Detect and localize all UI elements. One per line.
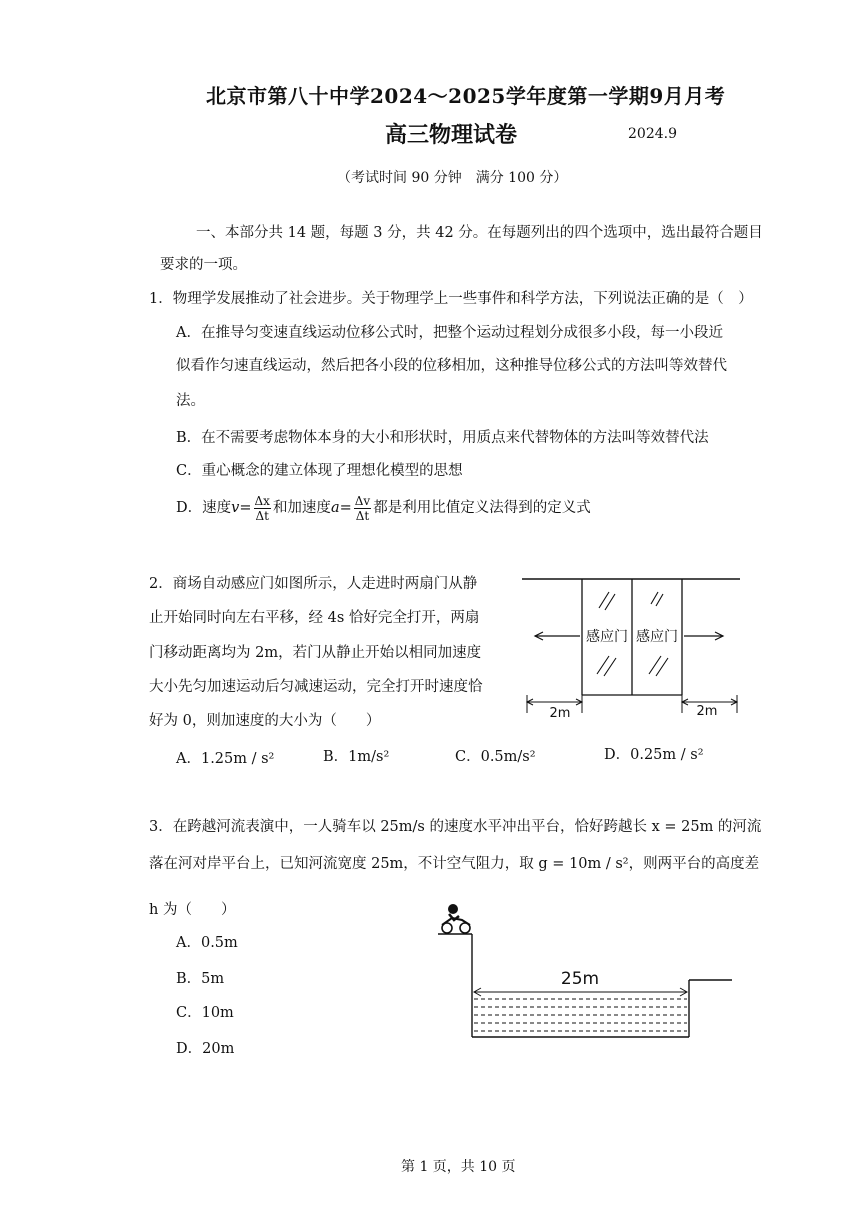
velocity-fraction	[254, 494, 271, 523]
q2-option-d: D．0.25m / s²	[604, 747, 704, 763]
acceleration-numerator: Δv	[354, 494, 371, 508]
q2-option-c: C．0.5m/s²	[455, 749, 536, 765]
river-width-label: 25m	[560, 969, 600, 989]
q2-option-a: A．1.25m / s²	[176, 751, 275, 767]
exam-date: 2024.9	[628, 126, 677, 142]
q1-option-a-line2: 似看作匀速直线运动，然后把各小段的位移相加，这种推导位移公式的方法叫等效替代	[176, 358, 727, 374]
velocity-numerator: Δx	[254, 494, 270, 508]
q3-line3: h 为（ ）	[149, 902, 236, 918]
q3-option-d: D．20m	[176, 1041, 235, 1057]
acceleration-denominator: Δt	[355, 509, 370, 523]
right-door-label: 感应门	[636, 629, 678, 645]
q1-stem: 1．物理学发展推动了社会进步。关于物理学上一些事件和科学方法，下列说法正确的是（ ）	[149, 291, 753, 307]
exam-title: 北京市第八十中学2024～2025学年度第一学期9月月考	[206, 84, 726, 108]
q2-option-b: B．1m/s²	[323, 749, 390, 765]
right-dimension-label: 2m	[696, 704, 718, 719]
q3-line2: 落在河对岸平台上，已知河流宽度 25m，不计空气阻力，取 g = 10m / s²，则两平台的高度差	[149, 856, 760, 872]
page-number: 第 1 页，共 10 页	[401, 1159, 516, 1175]
q3-option-c: C．10m	[176, 1005, 234, 1021]
q3-option-b: B．5m	[176, 971, 225, 987]
q2-line5: 好为 0，则加速度的大小为（ ）	[149, 713, 381, 729]
q1-option-d-suffix: 都是利用比值定义法得到的定义式	[373, 500, 591, 517]
section-intro-line1: 一、本部分共 14 题，每题 3 分，共 42 分。在每题列出的四个选项中，选出最符合题目	[196, 225, 763, 241]
acceleration-symbol: a	[330, 500, 340, 517]
q1-option-b: B．在不需要考虑物体本身的大小和形状时，用质点来代替物体的方法叫等效替代法	[176, 430, 709, 446]
section-intro-line2: 要求的一项。	[160, 257, 247, 273]
q1-option-a-line3: 法。	[176, 393, 205, 409]
motorcycle-rider-icon	[442, 904, 470, 933]
river-jump-figure	[430, 898, 740, 1043]
paper-subtitle: 高三物理试卷	[385, 122, 518, 148]
velocity-denominator: Δt	[255, 509, 269, 523]
velocity-symbol: v	[231, 500, 240, 517]
q3-option-a: A．0.5m	[176, 935, 238, 951]
q1-option-d-prefix: D．速度	[176, 500, 232, 517]
river-water	[474, 999, 687, 1031]
left-door-label: 感应门	[586, 629, 628, 645]
q2-line2: 止开始同时向左右平移，经 4s 恰好完全打开，两扇	[149, 610, 480, 626]
q2-line3: 门移动距离均为 2m，若门从静止开始以相同加速度	[149, 645, 482, 661]
q3-line1: 3．在跨越河流表演中，一人骑车以 25m/s 的速度水平冲出平台，恰好跨越长 x = 25m 的河流	[149, 819, 762, 835]
q1-option-c: C．重心概念的建立体现了理想化模型的思想	[176, 463, 463, 479]
exam-info: （考试时间 90 分钟 满分 100 分）	[337, 170, 568, 186]
q1-option-a-line1: A．在推导匀变速直线运动位移公式时，把整个运动过程划分成很多小段，每一小段近	[176, 325, 723, 341]
q2-line4: 大小先匀加速运动后匀减速运动，完全打开时速度恰	[149, 679, 483, 695]
q1-option-d-middle: 和加速度	[272, 500, 331, 517]
sliding-door-figure	[515, 570, 745, 720]
left-dimension-label: 2m	[549, 706, 571, 720]
q2-line1: 2．商场自动感应门如图所示，人走进时两扇门从静	[149, 576, 478, 592]
q1-option-d: D．速度 v = $\frac{\Delta x}{\Delta t}$ 和加速度 a = $\frac{\Delta v}{\Delta t}$ 都是利用比值定义法得到的定义式	[176, 494, 591, 523]
acceleration-fraction	[354, 494, 371, 523]
